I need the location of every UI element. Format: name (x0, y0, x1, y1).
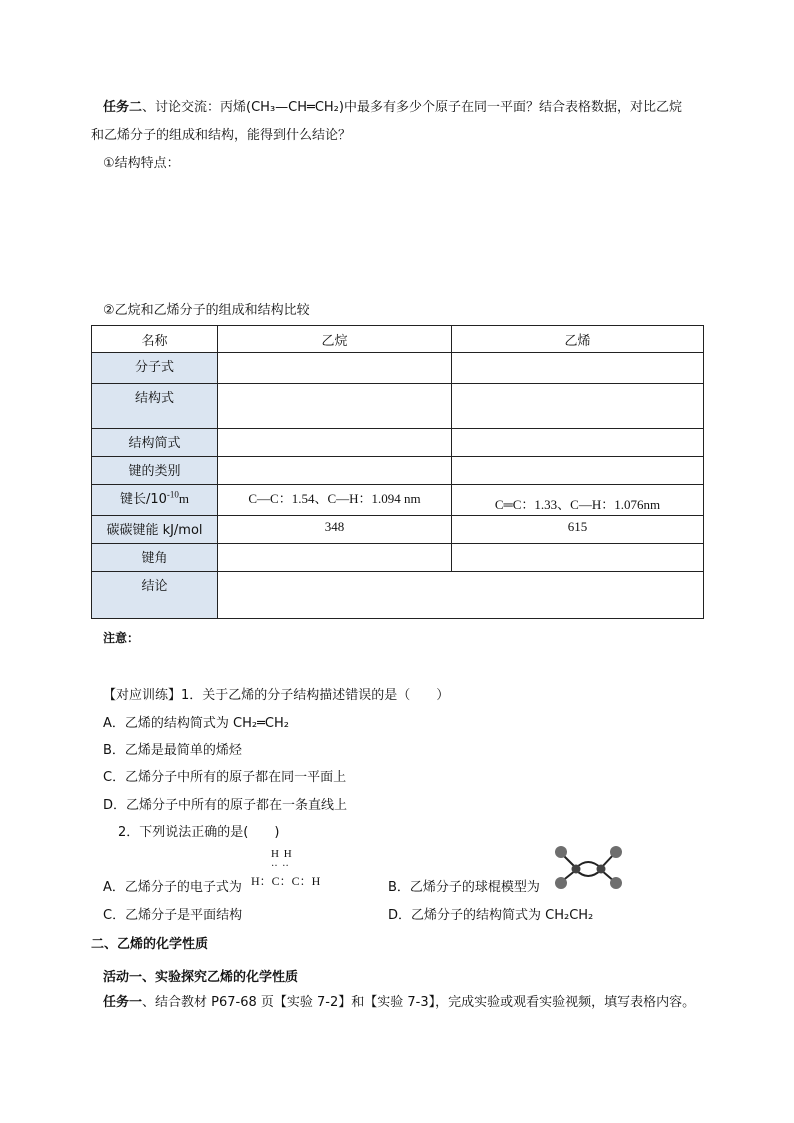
cell-ethane (218, 544, 452, 572)
table-row (92, 572, 704, 619)
cell-ethene (452, 429, 704, 457)
table-header-row (92, 326, 704, 353)
row-label: 结构简式 (92, 429, 218, 457)
ball-stick-model-icon (552, 844, 626, 892)
table-row (92, 353, 704, 384)
electron-formula-dots: ‥ ‥ (271, 858, 290, 869)
cell-ethane (218, 384, 452, 429)
task2-title: 任务二 (103, 100, 143, 115)
task2-question-line2: 和乙烯分子的组成和结构，能得到什么结论？ (91, 128, 352, 143)
electron-formula: H：C：C：H (251, 874, 321, 888)
cell-ethene (452, 353, 704, 384)
q2-option-d: D．乙烯分子的结构简式为 CH₂CH₂ (388, 908, 594, 923)
header-ethane: 乙烷 (218, 326, 452, 353)
table-row (92, 544, 704, 572)
training-q2: 2．下列说法正确的是( ) (118, 825, 280, 840)
table-row (92, 516, 704, 544)
section2-title: 二、乙烯的化学性质 (91, 937, 209, 952)
task1-line: 任务一、结合教材 P67-68 页【实验 7-2】和【实验 7-3】，完成实验或观看实验视频，填写表格内容。 (103, 995, 696, 1010)
training-q1: 【对应训练】1．关于乙烯的分子结构描述错误的是（ ） (103, 688, 450, 703)
q1-option-b: B．乙烯是最简单的烯烃 (103, 743, 242, 758)
cell-ethene: 615 (452, 516, 704, 544)
q2-option-b: B．乙烯分子的球棍模型为 (388, 880, 540, 895)
cell-ethene (452, 457, 704, 485)
row-label: 碳碳键能 kJ/mol (92, 516, 218, 544)
task2-question-line1: 任务二、讨论交流：丙烯(CH₃—CH═CH₂)中最多有多少个原子在同一平面？结合表格数据，对比乙烷 (103, 100, 682, 115)
row-label-bond-length: 键长$/10^{-10}m$ (92, 485, 218, 516)
electron-formula-top: H H (271, 848, 293, 860)
table-row (92, 485, 704, 516)
structure-features-label: ①结构特点： (103, 156, 180, 171)
table-row (92, 384, 704, 429)
q1-option-d: D．乙烯分子中所有的原子都在一条直线上 (103, 798, 348, 813)
q2-option-a: A．乙烯分子的电子式为 (103, 880, 242, 895)
table-row (92, 457, 704, 485)
note-label: 注意： (103, 631, 140, 645)
row-label: 键角 (92, 544, 218, 572)
comparison-caption: ②乙烷和乙烯分子的组成和结构比较 (103, 303, 310, 318)
cell-ethene (452, 384, 704, 429)
q2-option-c: C．乙烯分子是平面结构 (103, 908, 243, 923)
cell-ethane (218, 457, 452, 485)
q1-option-c: C．乙烯分子中所有的原子都在同一平面上 (103, 770, 347, 785)
cell-ethene (452, 544, 704, 572)
q1-option-a: A．乙烯的结构简式为 CH₂═CH₂ (103, 716, 289, 731)
row-label: 键的类别 (92, 457, 218, 485)
cell-ethane: C—C：1.54、C—H：1.094 nm (218, 485, 452, 516)
header-ethene: 乙烯 (452, 326, 704, 353)
row-label: 结论 (92, 572, 218, 619)
cell-ethene: C═C：1.33、C—H：1.076nm (452, 485, 704, 516)
task1-title: 任务一 (103, 995, 143, 1010)
header-name: 名称 (92, 326, 218, 353)
cell-ethane: 348 (218, 516, 452, 544)
cell-ethane (218, 429, 452, 457)
cell-ethane (218, 353, 452, 384)
table-row (92, 429, 704, 457)
activity-title: 活动一、实验探究乙烯的化学性质 (103, 970, 299, 985)
cell-conclusion (218, 572, 704, 619)
comparison-table (91, 325, 704, 619)
row-label: 分子式 (92, 353, 218, 384)
row-label: 结构式 (92, 384, 218, 429)
